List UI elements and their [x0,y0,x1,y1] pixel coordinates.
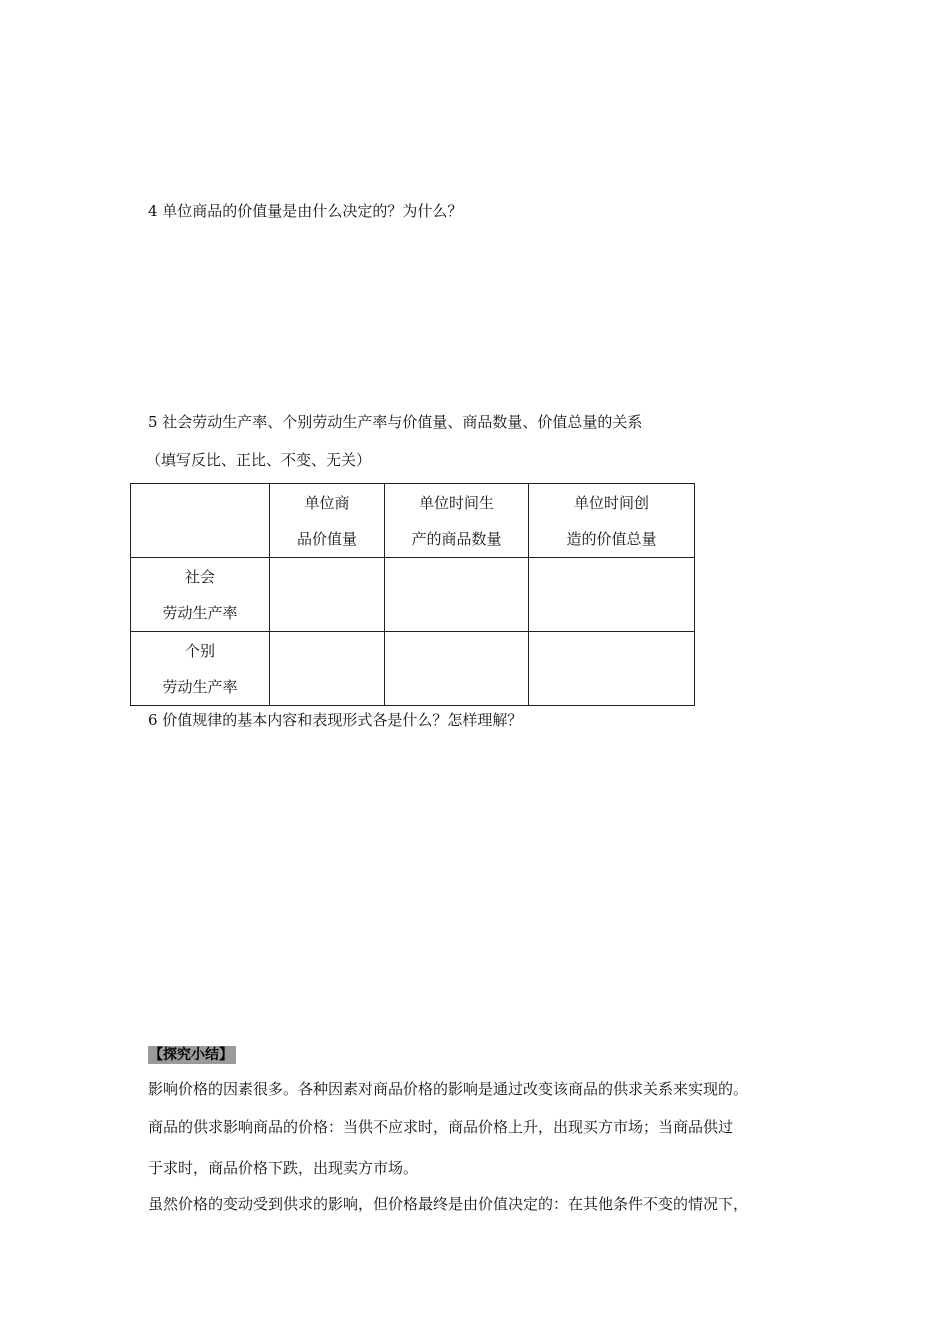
row-label-individual: 个别 劳动生产率 [131,632,270,706]
question-4: 4 单位商品的价值量是由什么决定的？为什么？ [148,202,463,220]
answer-cell[interactable] [385,558,529,632]
header-total-value: 单位时间创 造的价值总量 [529,484,695,558]
header-unit-value: 单位商 品价值量 [270,484,385,558]
header-quantity: 单位时间生 产的商品数量 [385,484,529,558]
summary-title: 【探究小结】 [148,1046,236,1064]
answer-cell[interactable] [270,632,385,706]
table-corner-cell [131,484,270,558]
row-label-social: 社会 劳动生产率 [131,558,270,632]
answer-cell[interactable] [385,632,529,706]
summary-paragraph: 虽然价格的变动受到供求的影响，但价格最终是由价值决定的：在其他条件不变的情况下， [148,1195,749,1213]
table-header-row [131,484,695,558]
answer-cell[interactable] [529,632,695,706]
question-5-hint: （填写反比、正比、不变、无关） [146,451,372,469]
question-6: 6 价值规律的基本内容和表现形式各是什么？怎样理解？ [148,711,523,729]
answer-cell[interactable] [270,558,385,632]
summary-paragraph: 影响价格的因素很多。各种因素对商品价格的影响是通过改变该商品的供求关系来实现的。 [148,1080,749,1098]
answer-cell[interactable] [529,558,695,632]
question-5: 5 社会劳动生产率、个别劳动生产率与价值量、商品数量、价值总量的关系 [148,413,643,431]
table-row-individual [131,632,695,706]
table-row-social [131,558,695,632]
relationship-table [130,483,695,706]
summary-paragraph: 于求时，商品价格下跌，出现卖方市场。 [148,1159,419,1177]
summary-paragraph: 商品的供求影响商品的价格：当供不应求时，商品价格上升，出现买方市场；当商品供过 [148,1118,734,1136]
